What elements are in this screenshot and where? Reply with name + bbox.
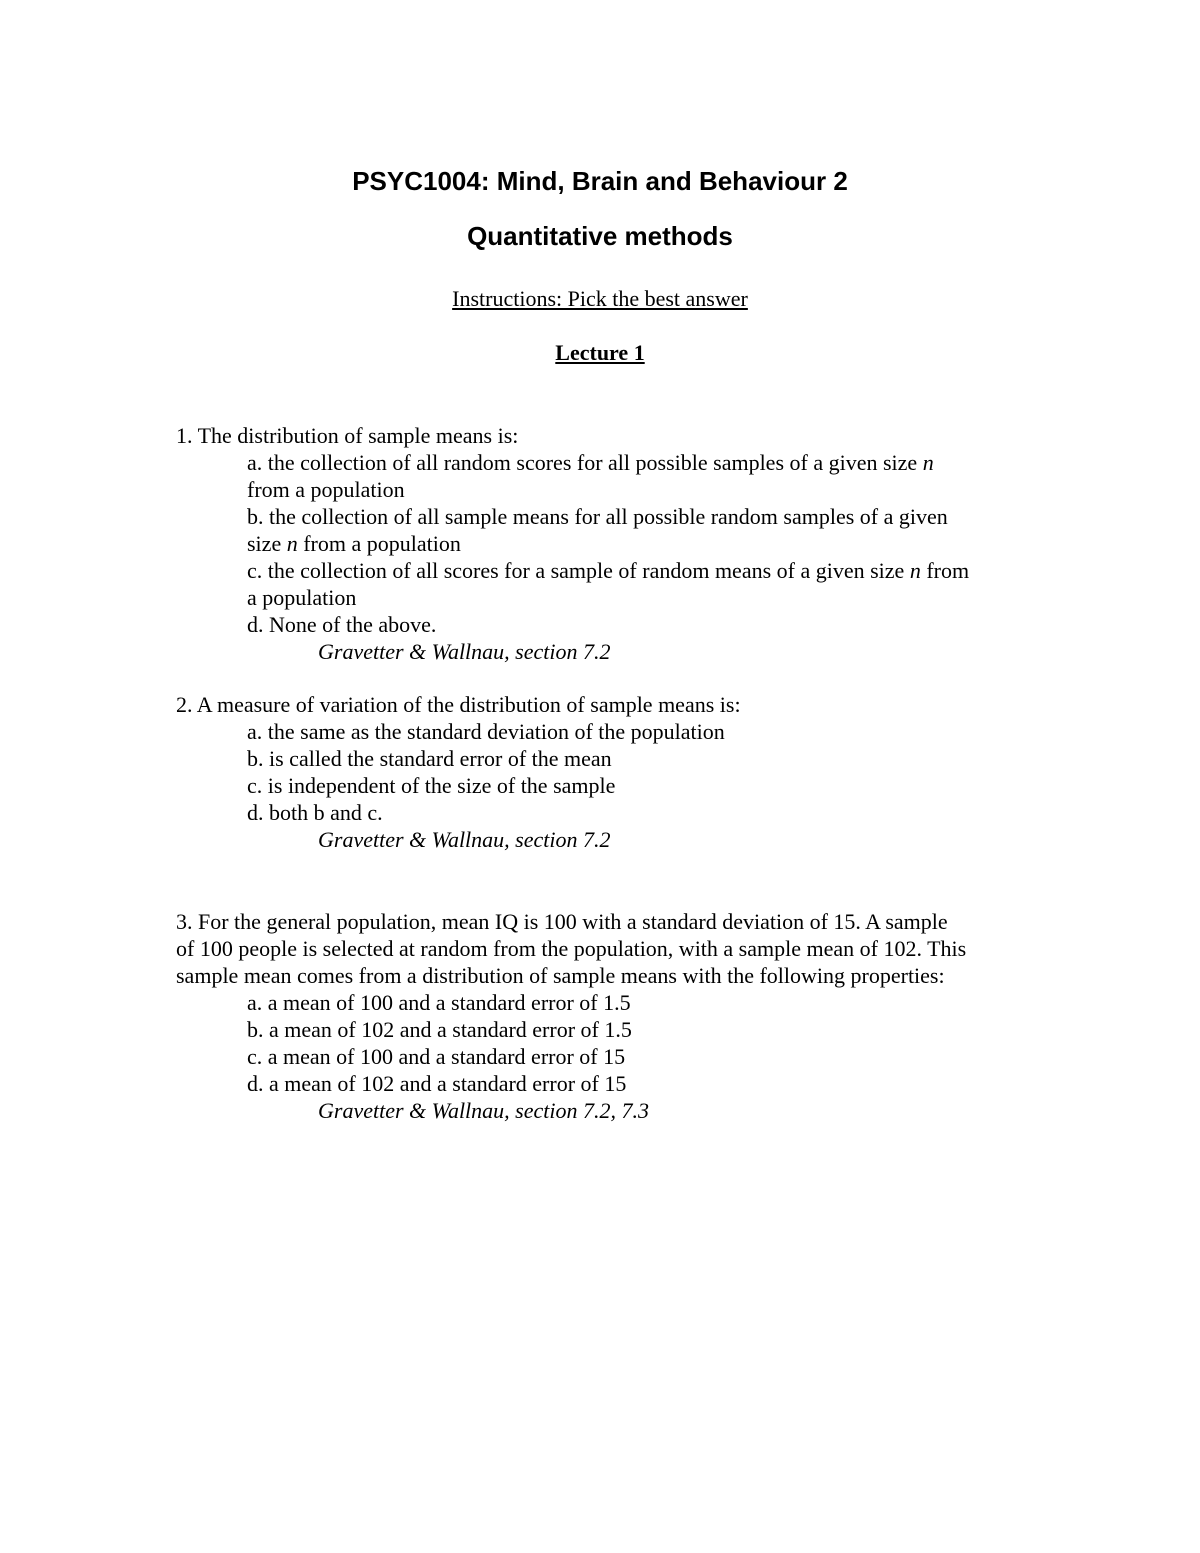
q3-option-a: a. a mean of 100 and a standard error of 1.5 bbox=[247, 990, 631, 1015]
q3-stem-line2: of 100 people is selected at random from the population, with a sample mean of 102. This bbox=[176, 936, 967, 961]
q2-option-b: b. is called the standard error of the mean bbox=[247, 746, 612, 771]
lecture-label: Lecture 1 bbox=[555, 340, 645, 365]
q1-option-c-line1 bbox=[247, 557, 969, 584]
q3-option-d: d. a mean of 102 and a standard error of 15 bbox=[247, 1071, 627, 1096]
q2-stem: 2. A measure of variation of the distribution of sample means is: bbox=[176, 692, 741, 717]
q3-stem-line1: 3. For the general population, mean IQ is 100 with a standard deviation of 15. A sample bbox=[176, 909, 948, 934]
q2-option-d: d. both b and c. bbox=[247, 800, 383, 825]
q1-option-c-pre: c. the collection of all scores for a sample of random means of a given size bbox=[247, 558, 910, 583]
q1-option-b-line1: b. the collection of all sample means for all possible random samples of a given bbox=[247, 504, 948, 529]
course-title: PSYC1004: Mind, Brain and Behaviour 2 bbox=[352, 166, 848, 196]
q3-option-c: c. a mean of 100 and a standard error of 15 bbox=[247, 1044, 626, 1069]
q3-reference: Gravetter & Wallnau, section 7.2, 7.3 bbox=[318, 1098, 649, 1123]
q3-stem-line3: sample mean comes from a distribution of sample means with the following properties: bbox=[176, 963, 945, 988]
q2-reference: Gravetter & Wallnau, section 7.2 bbox=[318, 827, 611, 852]
q2-option-a: a. the same as the standard deviation of the population bbox=[247, 719, 725, 744]
q1-option-c-var: n bbox=[909, 558, 921, 583]
q1-option-b-post: from a population bbox=[297, 531, 461, 556]
q1-option-a-text: a. the collection of all random scores for all possible samples of a given size bbox=[247, 450, 923, 475]
q1-option-a-var: n bbox=[922, 450, 934, 475]
q1-option-b-pre: size bbox=[247, 531, 287, 556]
q2-option-c: c. is independent of the size of the sample bbox=[247, 773, 616, 798]
q1-option-d: d. None of the above. bbox=[247, 612, 437, 637]
instructions-text: Instructions: Pick the best answer bbox=[452, 286, 748, 311]
q1-option-c-line2: a population bbox=[247, 585, 357, 610]
q1-option-b-line2 bbox=[247, 530, 461, 557]
q3-option-b: b. a mean of 102 and a standard error of 1.5 bbox=[247, 1017, 632, 1042]
q1-option-c-post: from bbox=[920, 558, 970, 583]
q1-option-a-line1 bbox=[247, 449, 934, 476]
q1-option-b-var: n bbox=[286, 531, 298, 556]
q1-stem: 1. The distribution of sample means is: bbox=[176, 423, 519, 448]
instructions-line bbox=[0, 286, 1200, 312]
q1-option-a-line2: from a population bbox=[247, 477, 405, 502]
section-title: Quantitative methods bbox=[467, 221, 733, 251]
q1-reference: Gravetter & Wallnau, section 7.2 bbox=[318, 639, 611, 664]
lecture-heading bbox=[0, 340, 1200, 366]
